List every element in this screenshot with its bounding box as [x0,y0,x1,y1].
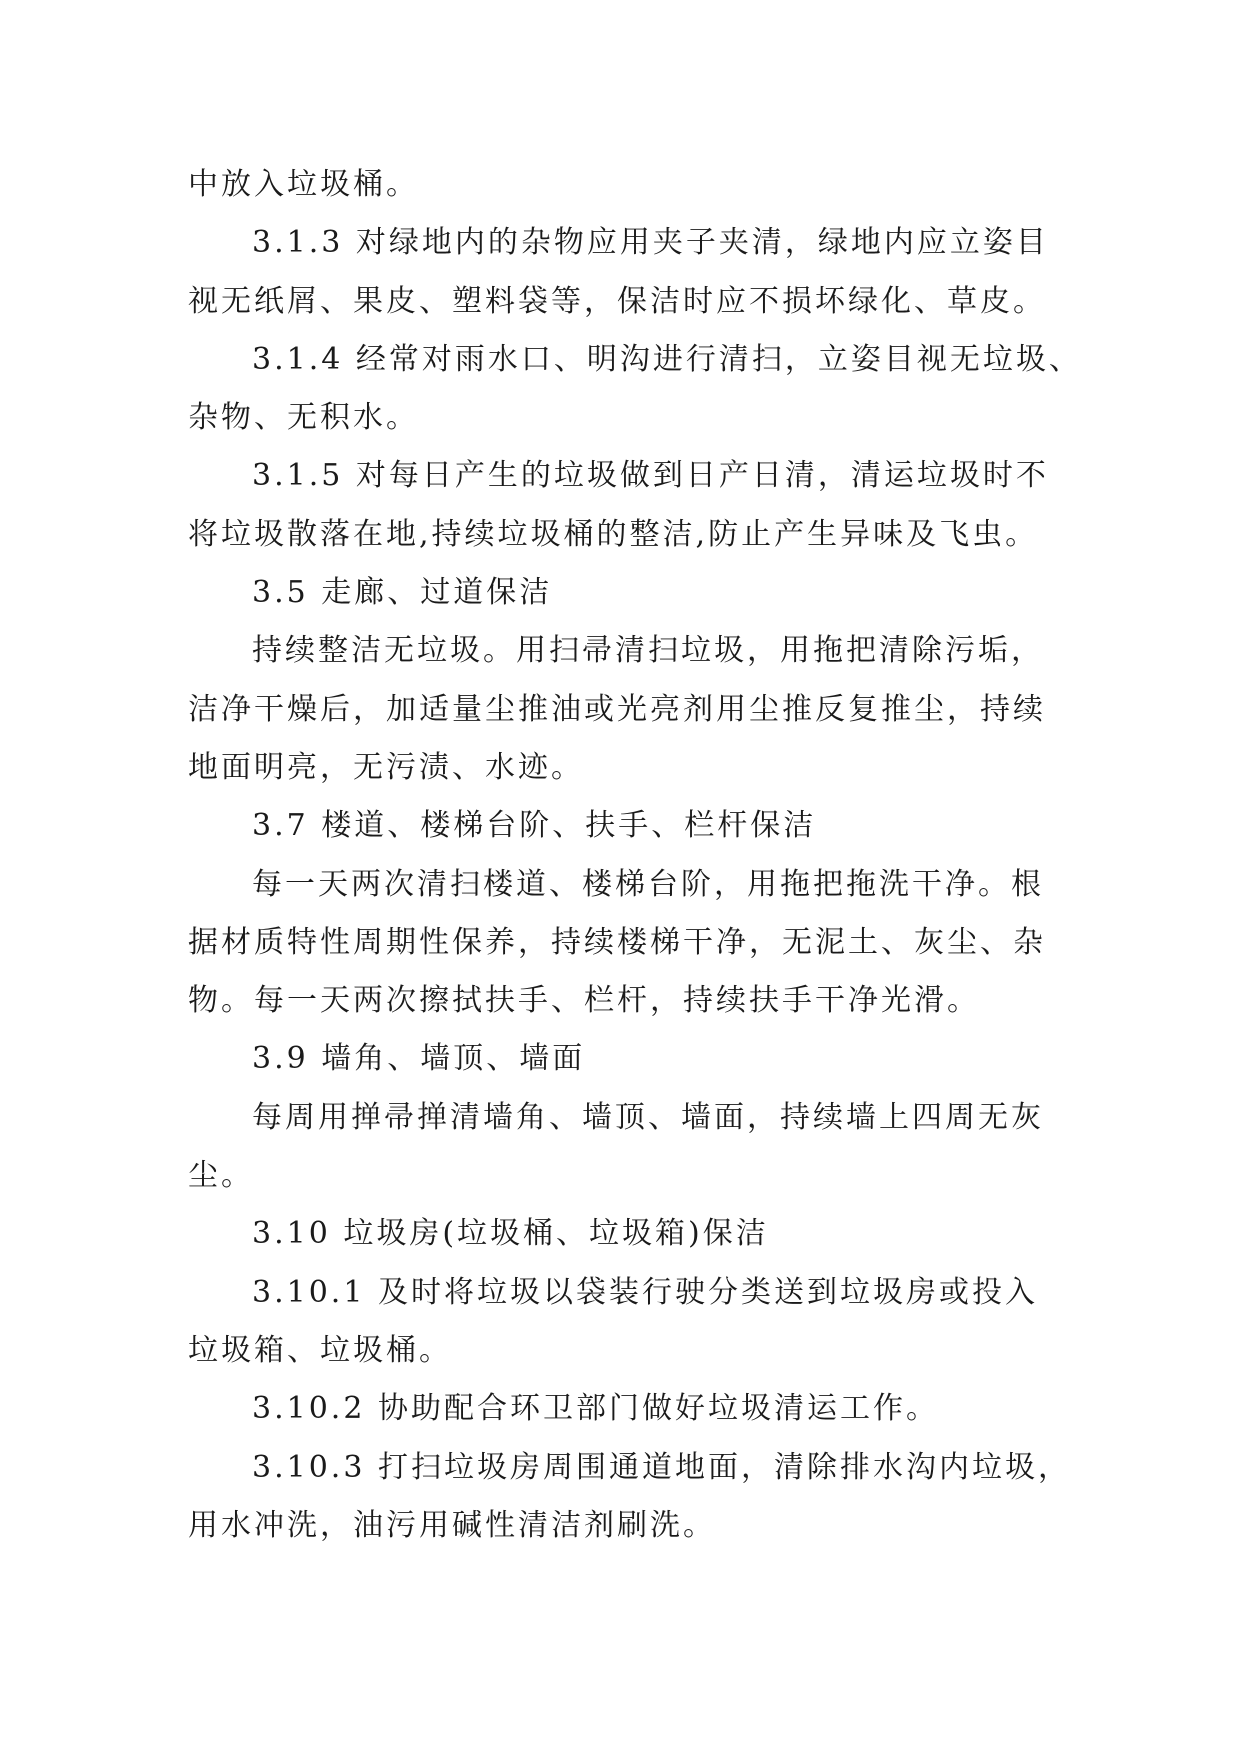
text-line: 垃圾箱、垃圾桶。 [188,1332,452,1368]
text-line: 3.10.3 打扫垃圾房周围通道地面，清除排水沟内垃圾， [252,1449,1071,1485]
text-line: 中放入垃圾桶。 [188,167,419,202]
text-line: 3.1.4 经常对雨水口、明沟进行清扫，立姿目视无垃圾、 [252,341,1082,377]
section-heading: 3.7 楼道、楼梯台阶、扶手、栏杆保洁 [252,808,817,844]
document-body [188,156,1088,1555]
text-line: 洁净干燥后，加适量尘推油或光亮剂用尘推反复推尘，持续 [188,691,1046,727]
text-line: 3.10.2 协助配合环卫部门做好垃圾清运工作。 [252,1391,939,1427]
text-line: 用水冲洗，油污用碱性清洁剂刷洗。 [188,1507,716,1543]
text-line: 物。每一天两次擦拭扶手、栏杆，持续扶手干净光滑。 [188,983,980,1019]
text-line: 杂物、无积水。 [188,400,419,436]
text-line: 据材质特性周期性保养，持续楼梯干净，无泥土、灰尘、杂 [188,924,1046,960]
section-heading: 3.10 垃圾房(垃圾桶、垃圾箱)保洁 [252,1216,769,1252]
text-line: 3.1.3 对绿地内的杂物应用夹子夹清，绿地内应立姿目 [252,225,1049,261]
section-heading: 3.5 走廊、过道保洁 [252,575,553,611]
text-line: 3.10.1 及时将垃圾以袋装行驶分类送到垃圾房或投入 [252,1274,1038,1310]
text-line: 每周用掸帚掸清墙角、墙顶、墙面，持续墙上四周无灰 [252,1099,1044,1135]
text-line: 持续整洁无垃圾。用扫帚清扫垃圾，用拖把清除污垢， [252,633,1044,669]
text-line: 地面明亮，无污渍、水迹。 [188,749,584,785]
text-line: 每一天两次清扫楼道、楼梯台阶，用拖把拖洗干净。根 [252,866,1044,902]
section-heading: 3.9 墙角、墙顶、墙面 [252,1041,586,1077]
text-line: 将垃圾散落在地,持续垃圾桶的整洁,防止产生异味及飞虫。 [188,516,1039,552]
text-line: 视无纸屑、果皮、塑料袋等，保洁时应不损坏绿化、草皮。 [188,283,1046,319]
text-line: 尘。 [188,1158,254,1194]
text-line: 3.1.5 对每日产生的垃圾做到日产日清，清运垃圾时不 [252,458,1049,494]
